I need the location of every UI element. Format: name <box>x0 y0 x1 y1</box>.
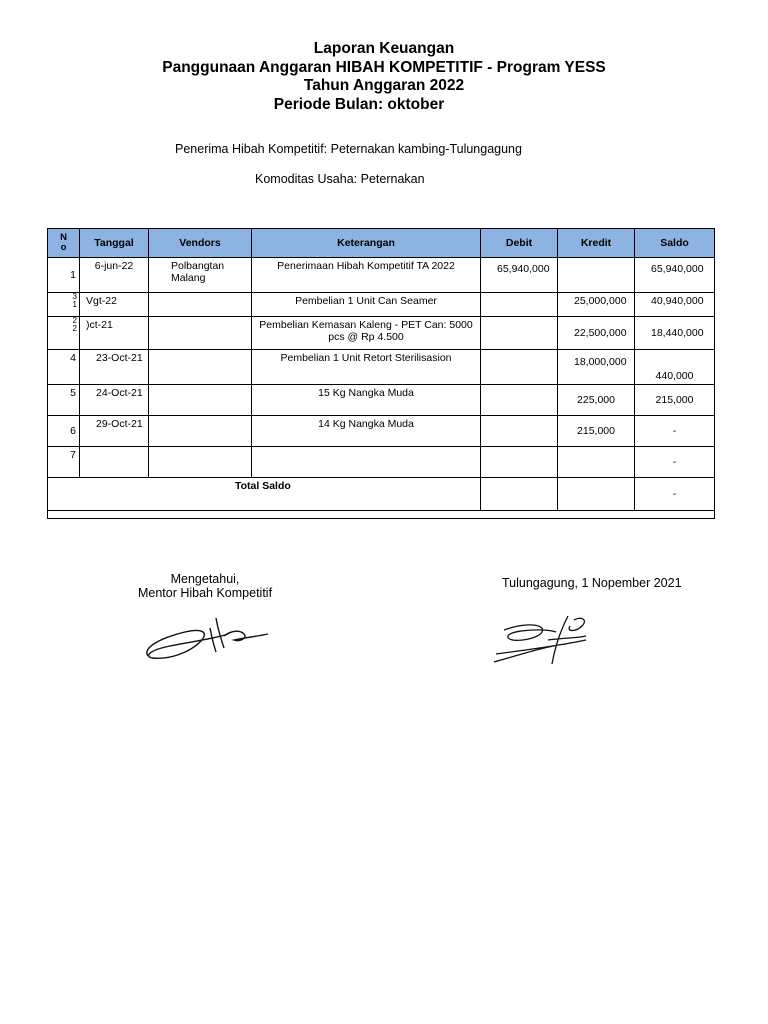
cell-kredit: 22,500,000 <box>558 317 635 350</box>
cell-vendor: Polbangtan Malang <box>149 258 252 293</box>
table-row <box>48 350 715 385</box>
cell-keterangan: 15 Kg Nangka Muda <box>252 385 481 416</box>
cell-saldo: - <box>635 447 715 478</box>
cell-tanggal: 6-jun-22 <box>80 258 149 293</box>
cell-saldo: 440,000 <box>635 350 715 385</box>
cell-tanggal: 24-Oct-21 <box>80 385 149 416</box>
col-header-tanggal: Tanggal <box>80 229 149 258</box>
mentor-title: Mentor Hibah Kompetitif <box>137 586 273 600</box>
cell-vendor <box>149 447 252 478</box>
cell-kredit: 215,000 <box>558 416 635 447</box>
cell-no: 1 <box>48 258 80 293</box>
cell-no: 7 <box>48 447 80 478</box>
table-row <box>48 317 715 350</box>
cell-tanggal <box>80 447 149 478</box>
col-header-debit: Debit <box>481 229 558 258</box>
cell-tanggal: )ct-21 <box>80 317 149 350</box>
mentor-signature-icon <box>140 608 275 668</box>
cell-keterangan: Pembelian 1 Unit Retort Sterilisasion <box>252 350 481 385</box>
cell-no: 6 <box>48 416 80 447</box>
cell-tanggal: 29-Oct-21 <box>80 416 149 447</box>
total-saldo-value: - <box>635 478 715 511</box>
col-header-vendors: Vendors <box>149 229 252 258</box>
col-header-keterangan: Keterangan <box>252 229 481 258</box>
cell-keterangan: Penerimaan Hibah Kompetitif TA 2022 <box>252 258 481 293</box>
table-header-row <box>48 229 715 258</box>
cell-vendor <box>149 385 252 416</box>
cell-no: 22 <box>72 316 77 333</box>
cell-saldo: 18,440,000 <box>635 317 715 350</box>
cell-no: 31 <box>72 292 77 309</box>
cell-vendor <box>149 350 252 385</box>
table-row <box>48 258 715 293</box>
col-header-kredit: Kredit <box>558 229 635 258</box>
mentor-signature-block <box>110 572 300 600</box>
cell-debit <box>481 350 558 385</box>
cell-keterangan: Pembelian 1 Unit Can Seamer <box>252 293 481 317</box>
cell-debit <box>481 317 558 350</box>
cell-debit <box>481 385 558 416</box>
business-commodity: Komoditas Usaha: Peternakan <box>255 172 425 186</box>
report-title: Laporan Keuangan <box>313 40 455 57</box>
cell-saldo: - <box>635 416 715 447</box>
col-header-no: No <box>48 229 80 258</box>
total-saldo-label: Total Saldo <box>48 478 481 511</box>
cell-keterangan: 14 Kg Nangka Muda <box>252 416 481 447</box>
cell-vendor <box>149 293 252 317</box>
recipient-signature-icon <box>486 610 596 670</box>
cell-debit: 65,940,000 <box>481 258 558 293</box>
table-row <box>48 385 715 416</box>
cell-saldo: 40,940,000 <box>635 293 715 317</box>
cell-saldo: 215,000 <box>635 385 715 416</box>
cell-no: 4 <box>48 350 80 385</box>
report-period: Periode Bulan: oktober <box>273 95 445 113</box>
grant-recipient: Penerima Hibah Kompetitif: Peternakan kambing-Tulungagung <box>175 142 522 156</box>
report-program: Panggunaan Anggaran HIBAH KOMPETITIF - Program YESS <box>162 58 606 76</box>
cell-vendor <box>149 317 252 350</box>
cell-debit <box>481 447 558 478</box>
cell-no: 5 <box>48 385 80 416</box>
cell-debit <box>481 416 558 447</box>
cell-kredit: 225,000 <box>558 385 635 416</box>
cell-kredit <box>558 447 635 478</box>
report-title-block <box>0 40 768 114</box>
cell-keterangan: Pembelian Kemasan Kaleng - PET Can: 5000 pcs @ Rp 4.500 <box>252 317 481 350</box>
place-date: Tulungagung, 1 Nopember 2021 <box>502 576 682 590</box>
financial-report-table <box>47 228 715 519</box>
cell-saldo: 65,940,000 <box>635 258 715 293</box>
total-row <box>48 478 715 511</box>
report-fiscal-year: Tahun Anggaran 2022 <box>303 77 465 94</box>
cell-tanggal: 23-Oct-21 <box>80 350 149 385</box>
table-row <box>48 447 715 478</box>
cell-tanggal: Vgt-22 <box>80 293 149 317</box>
cell-vendor <box>149 416 252 447</box>
cell-kredit: 18,000,000 <box>558 350 635 385</box>
cell-debit <box>481 293 558 317</box>
col-header-saldo: Saldo <box>635 229 715 258</box>
cell-keterangan <box>252 447 481 478</box>
cell-kredit: 25,000,000 <box>558 293 635 317</box>
table-row <box>48 416 715 447</box>
table-row <box>48 293 715 317</box>
cell-kredit <box>558 258 635 293</box>
acknowledged-label: Mengetahui, <box>170 572 240 586</box>
